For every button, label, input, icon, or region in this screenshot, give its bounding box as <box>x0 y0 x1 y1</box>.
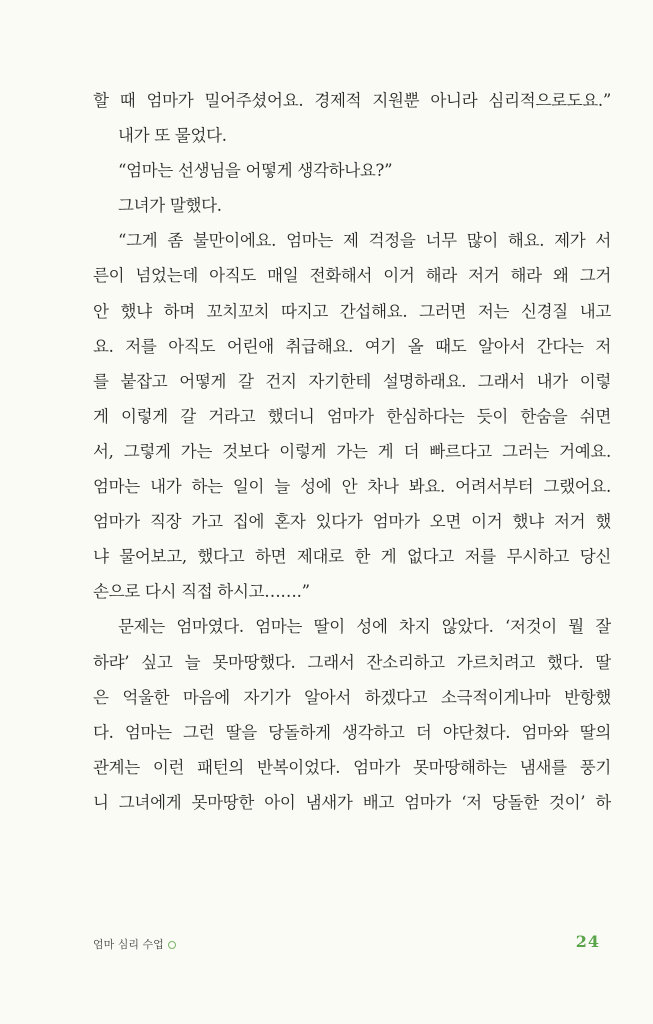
text-line: 엄마는 내가 하는 일이 늘 성에 안 차나 봐요. 어려서부터 그랬어요. <box>93 477 611 497</box>
text-line: 게 이렇게 갈 거라고 했더니 엄마가 한심하다는 듯이 한숨을 쉬면 <box>93 406 611 426</box>
text-line: 서, 그렇게 가는 것보다 이렇게 가는 게 더 빠르다고 그러는 거예요. <box>93 441 611 461</box>
book-title: 엄마 심리 수업 <box>93 938 164 951</box>
text-line: 냐 물어보고, 했다고 하면 제대로 한 게 없다고 저를 무시하고 당신 <box>93 547 611 567</box>
text-line: 니 그녀에게 못마땅한 아이 냄새가 배고 엄마가 ‘저 당돌한 것이’ 하 <box>93 792 611 812</box>
running-title <box>93 936 176 952</box>
text-line: 그녀가 말했다. <box>118 196 222 216</box>
text-line: 문제는 엄마였다. 엄마는 딸이 성에 차지 않았다. ‘저것이 뭘 잘 <box>118 617 611 637</box>
text-line: 은 억울한 마음에 자기가 알아서 하겠다고 소극적이게나마 반항했 <box>93 687 611 707</box>
page-footer <box>93 932 600 954</box>
text-line: 내가 또 물었다. <box>118 126 227 146</box>
text-line: 엄마가 직장 가고 집에 혼자 있다가 엄마가 오면 이거 했냐 저거 했 <box>93 512 611 532</box>
text-line: 할 때 엄마가 밀어주셨어요. 경제적 지원뿐 아니라 심리적으로도요.” <box>93 91 611 110</box>
text-line: 안 했냐 하며 꼬치꼬치 따지고 간섭해요. 그러면 저는 신경질 내고 <box>93 301 611 321</box>
text-line: “그게 좀 불만이에요. 엄마는 제 걱정을 너무 많이 해요. 제가 서 <box>118 231 611 251</box>
text-line: 른이 넘었는데 아직도 매일 전화해서 이거 해라 저거 해라 왜 그거 <box>93 266 611 286</box>
text-line: 요. 저를 아직도 어린애 취급해요. 여기 올 때도 알아서 간다는 저 <box>93 336 611 356</box>
text-line: 하랴’ 싶고 늘 못마땅했다. 그래서 잔소리하고 가르치려고 했다. 딸 <box>93 652 611 672</box>
page-number: 24 <box>575 932 600 951</box>
body-text <box>93 83 611 820</box>
text-line: 관계는 이런 패턴의 반복이었다. 엄마가 못마땅해하는 냄새를 풍기 <box>93 757 611 777</box>
text-line: 다. 엄마는 그런 딸을 당돌하게 생각하고 더 야단쳤다. 엄마와 딸의 <box>93 722 611 742</box>
text-line: 를 붙잡고 어떻게 갈 건지 자기한테 설명하래요. 그래서 내가 이렇 <box>93 371 611 391</box>
circle-ornament-icon <box>168 941 176 949</box>
text-line: 손으로 다시 직접 하시고…….” <box>93 582 310 602</box>
text-line: “엄마는 선생님을 어떻게 생각하나요?” <box>118 161 393 181</box>
